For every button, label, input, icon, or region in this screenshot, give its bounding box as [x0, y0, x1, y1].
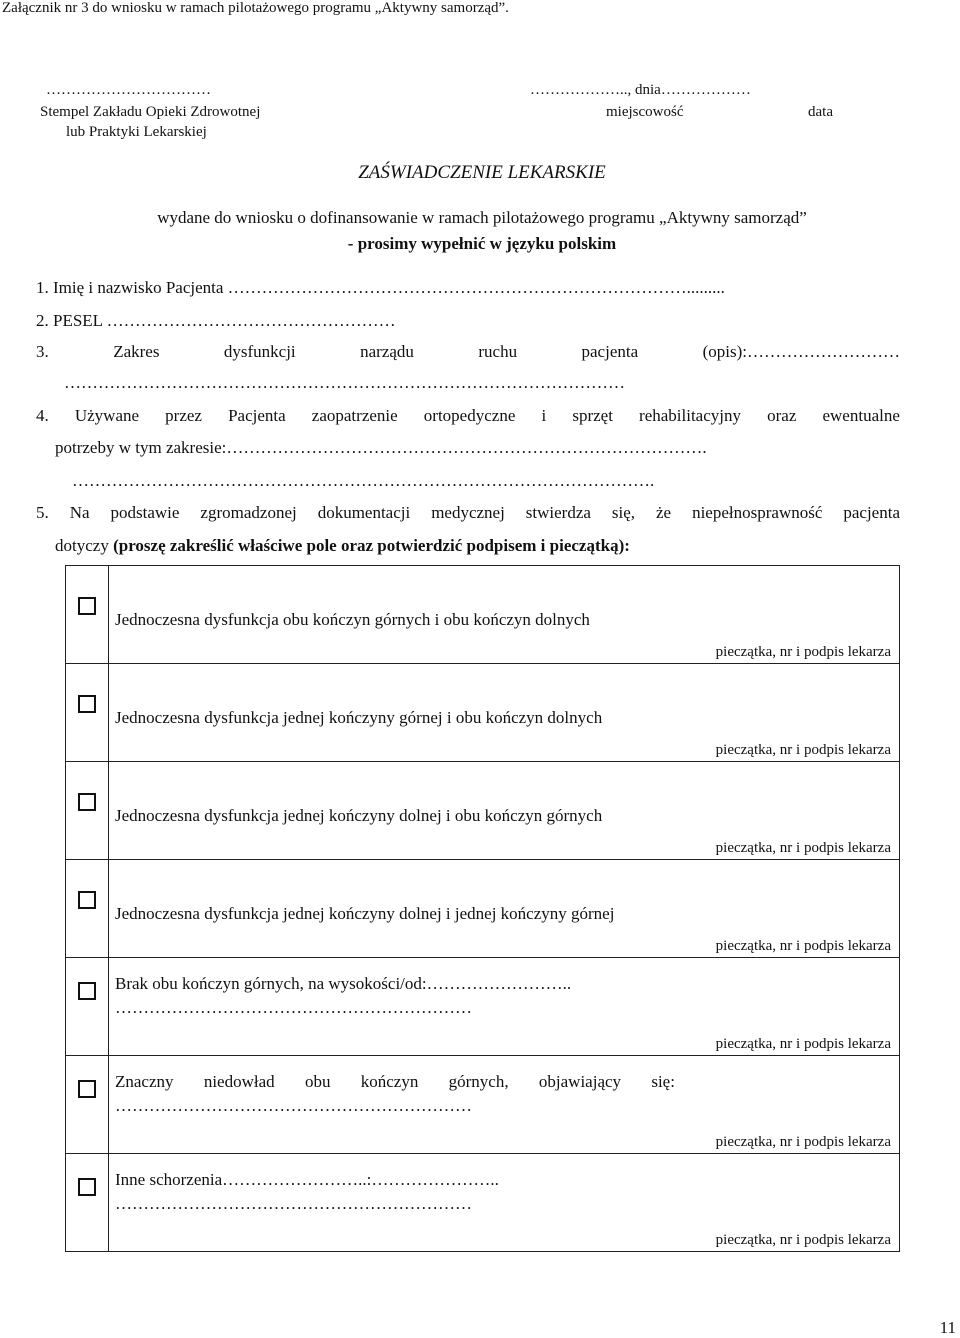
field-orthopedic-equipment-cont[interactable]: potrzeby w tym zakresie:…………………………………………………………………………. — [55, 438, 707, 457]
word: rehabilitacyjny — [639, 406, 741, 425]
stamp-label-line1: Stempel Zakładu Opieki Zdrowotnej — [40, 104, 261, 120]
word: Zakres — [113, 342, 160, 361]
checkbox-cell — [66, 566, 109, 664]
instruction-bold: (proszę zakreślić właściwe pole oraz potwierdzić podpisem i pieczątką): — [113, 536, 630, 555]
signature-label: pieczątka, nr i podpis lekarza — [715, 742, 891, 758]
field-dysfunction-scope-cont[interactable]: ……………………………………………………………………………………… — [64, 373, 625, 392]
option-cell — [109, 860, 900, 958]
checkbox-option-3[interactable] — [78, 793, 96, 811]
checkbox-cell — [66, 860, 109, 958]
word: ewentualne — [822, 406, 900, 425]
field-dysfunction-scope[interactable] — [36, 342, 900, 362]
word: Używane — [74, 406, 140, 425]
option-label: Jednoczesna dysfunkcja jednej kończyny górnej i obu kończyn dolnych — [115, 708, 603, 727]
option-cell — [109, 1056, 900, 1154]
word: dysfunkcji — [223, 342, 296, 361]
option-label: Brak obu kończyn górnych, na wysokości/od:…………………….. — [115, 974, 572, 993]
checkbox-cell — [66, 1154, 109, 1252]
word: 5. — [36, 503, 49, 522]
disability-options-table — [65, 565, 900, 1252]
signature-label: pieczątka, nr i podpis lekarza — [715, 840, 891, 856]
word: zgromadzonej — [200, 503, 297, 522]
signature-label: pieczątka, nr i podpis lekarza — [715, 1036, 891, 1052]
annex-title: Załącznik nr 3 do wniosku w ramach pilotażowego programu „Aktywny samorząd”. — [2, 0, 509, 16]
word: objawiający — [538, 1072, 622, 1091]
option-cell — [109, 664, 900, 762]
field-orthopedic-equipment[interactable] — [36, 406, 900, 426]
checkbox-cell — [66, 958, 109, 1056]
field-patient-name[interactable]: 1. Imię i nazwisko Pacjenta ………………………………………………………………………......... — [36, 278, 725, 297]
word: narządu — [360, 342, 414, 361]
word: 3. — [36, 342, 49, 361]
word: górnych, — [448, 1072, 509, 1091]
date-label: data — [808, 104, 833, 120]
signature-label: pieczątka, nr i podpis lekarza — [715, 644, 891, 660]
option-row — [66, 1154, 900, 1252]
signature-label: pieczątka, nr i podpis lekarza — [715, 938, 891, 954]
word: Znaczny — [115, 1072, 174, 1091]
word: kończyn — [360, 1072, 419, 1091]
signature-label: pieczątka, nr i podpis lekarza — [715, 1134, 891, 1150]
stamp-dots: …………………………… — [46, 82, 211, 98]
word: niedowład — [203, 1072, 275, 1091]
checkbox-cell — [66, 1056, 109, 1154]
option-label — [115, 1072, 675, 1092]
place-label: miejscowość — [606, 104, 684, 120]
option-label: Jednoczesna dysfunkcja obu kończyn górnych i obu kończyn dolnych — [115, 610, 590, 629]
option-label: Jednoczesna dysfunkcja jednej kończyny dolnej i obu kończyn górnych — [115, 806, 603, 825]
word: oraz — [767, 406, 797, 425]
option-cell — [109, 566, 900, 664]
disability-statement-cont — [55, 536, 630, 556]
option-row — [66, 664, 900, 762]
word: się: — [651, 1072, 675, 1091]
option-cell — [109, 958, 900, 1056]
option-row — [66, 958, 900, 1056]
word: Pacjenta — [228, 406, 286, 425]
word: obu — [304, 1072, 331, 1091]
field-pesel[interactable]: 2. PESEL …………………………………………… — [36, 311, 396, 330]
option-cell — [109, 762, 900, 860]
signature-label: pieczątka, nr i podpis lekarza — [715, 1232, 891, 1248]
option-label: Jednoczesna dysfunkcja jednej kończyny dolnej i jednej kończyny górnej — [115, 904, 615, 923]
word: zaopatrzenie — [311, 406, 398, 425]
checkbox-cell — [66, 762, 109, 860]
word: pacjenta — [581, 342, 639, 361]
word: medycznej — [431, 503, 505, 522]
checkbox-option-2[interactable] — [78, 695, 96, 713]
disability-statement — [36, 503, 900, 523]
field-orthopedic-equipment-cont2[interactable]: …………………………………………………………………………………………. — [72, 471, 655, 490]
word: że — [656, 503, 672, 522]
option-row — [66, 762, 900, 860]
checkbox-option-5[interactable] — [78, 982, 96, 1000]
word: dokumentacji — [317, 503, 411, 522]
document-subtitle: wydane do wniosku o dofinansowanie w ramach pilotażowego programu „Aktywny samorząd” — [157, 208, 807, 227]
word: stwierdza — [525, 503, 591, 522]
word: ruchu — [478, 342, 518, 361]
option-row — [66, 1056, 900, 1154]
checkbox-option-4[interactable] — [78, 891, 96, 909]
page-number: 11 — [939, 1318, 956, 1337]
word: pacjenta — [843, 503, 900, 522]
word: dotyczy — [55, 536, 109, 555]
checkbox-option-6[interactable] — [78, 1080, 96, 1098]
option-row — [66, 566, 900, 664]
checkbox-option-1[interactable] — [78, 597, 96, 615]
checkbox-option-7[interactable] — [78, 1178, 96, 1196]
word: podstawie — [110, 503, 180, 522]
word: się, — [611, 503, 636, 522]
word: Na — [69, 503, 90, 522]
word: (opis):……………………… — [702, 342, 900, 361]
document-title: ZAŚWIADCZENIE LEKARSKIE — [358, 162, 606, 183]
word: przez — [165, 406, 202, 425]
word: ortopedyczne — [423, 406, 516, 425]
stamp-label-line2: lub Praktyki Lekarskiej — [66, 124, 207, 140]
word: sprzęt — [572, 406, 613, 425]
option-row — [66, 860, 900, 958]
option-fill-dots[interactable]: ……………………………………………………… — [115, 1194, 472, 1213]
checkbox-cell — [66, 664, 109, 762]
word: 4. — [36, 406, 49, 425]
word: niepełnosprawność — [692, 503, 823, 522]
option-fill-dots[interactable]: ……………………………………………………… — [115, 1096, 472, 1115]
language-note: - prosimy wypełnić w języku polskim — [347, 234, 617, 253]
option-fill-dots[interactable]: ……………………………………………………… — [115, 998, 472, 1017]
option-cell — [109, 1154, 900, 1252]
option-label: Inne schorzenia……………………..:………………….. — [115, 1170, 499, 1189]
place-date-dots: ……………….., dnia……………… — [530, 82, 751, 98]
word: i — [541, 406, 547, 425]
